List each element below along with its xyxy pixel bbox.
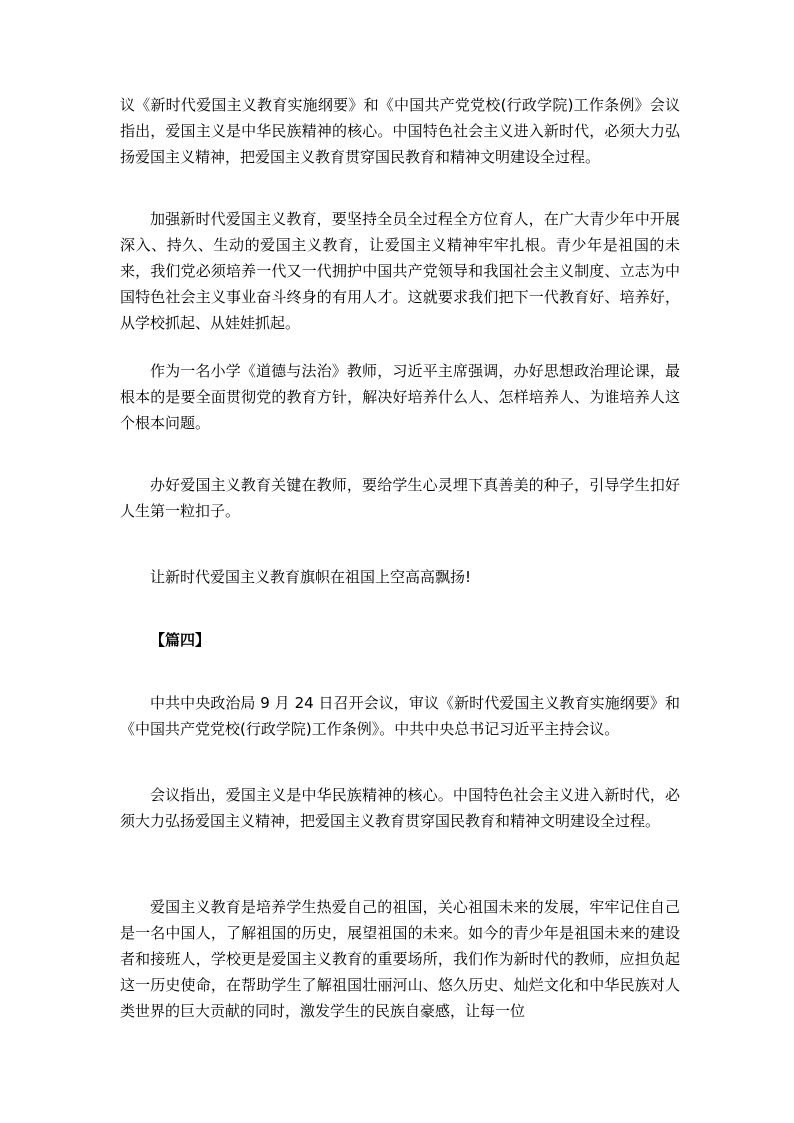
section-heading: 【篇四】 xyxy=(150,631,211,649)
paragraph-7: 会议指出，爱国主义是中华民族精神的核心。中国特色社会主义进入新时代，必须大力弘扬爱国主义精神，把爱国主义教育贯穿国民教育和精神文明建设全过程。 xyxy=(120,786,680,830)
paragraph-3: 作为一名小学《道德与法治》教师，习近平主席强调，办好思想政治理论课，最根本的是要全面贯彻党的教育方针，解决好培养什么人、怎样培养人、为谁培养人这个根本问题。 xyxy=(120,362,680,432)
paragraph-2: 加强新时代爱国主义教育，要坚持全员全过程全方位育人，在广大青少年中开展深入、持久、生动的爱国主义教育，让爱国主义精神牢牢扎根。青少年是祖国的未来，我们党必须培养一代又一代拥护中国共产党领导和我国社会主义制度、立志为中国特色社会主义事业奋斗终身的有用人才。这就要求我们把下一代教育好、培养好，从学校抓起、从娃娃抓起。 xyxy=(120,210,680,332)
paragraph-8: 爱国主义教育是培养学生热爱自己的祖国，关心祖国未来的发展，牢牢记住自己是一名中国人，了解祖国的历史，展望祖国的未来。如今的青少年是祖国未来的建设者和接班人，学校更是爱国主义教育的重要场所，我们作为新时代的教师，应担负起这一历史使命，在帮助学生了解祖国壮丽河山、悠久历史、灿烂文化和中华民族对人类世界的巨大贡献的同时，激发学生的民族自豪感，让每一位 xyxy=(120,898,680,1020)
paragraph-1: 议《新时代爱国主义教育实施纲要》和《中国共产党党校(行政学院)工作条例》会议指出，爱国主义是中华民族精神的核心。中国特色社会主义进入新时代，必须大力弘扬爱国主义精神，把爱国主义教育贯穿国民教育和精神文明建设全过程。 xyxy=(120,96,680,166)
paragraph-6: 中共中央政治局 9 月 24 日召开会议，审议《新时代爱国主义教育实施纲要》和《中国共产党党校(行政学院)工作条例》。中共中央总书记习近平主持会议。 xyxy=(120,694,680,738)
paragraph-5: 让新时代爱国主义教育旗帜在祖国上空高高飘扬! xyxy=(150,568,472,586)
paragraph-4: 办好爱国主义教育关键在教师，要给学生心灵埋下真善美的种子，引导学生扣好人生第一粒扣子。 xyxy=(120,476,680,520)
